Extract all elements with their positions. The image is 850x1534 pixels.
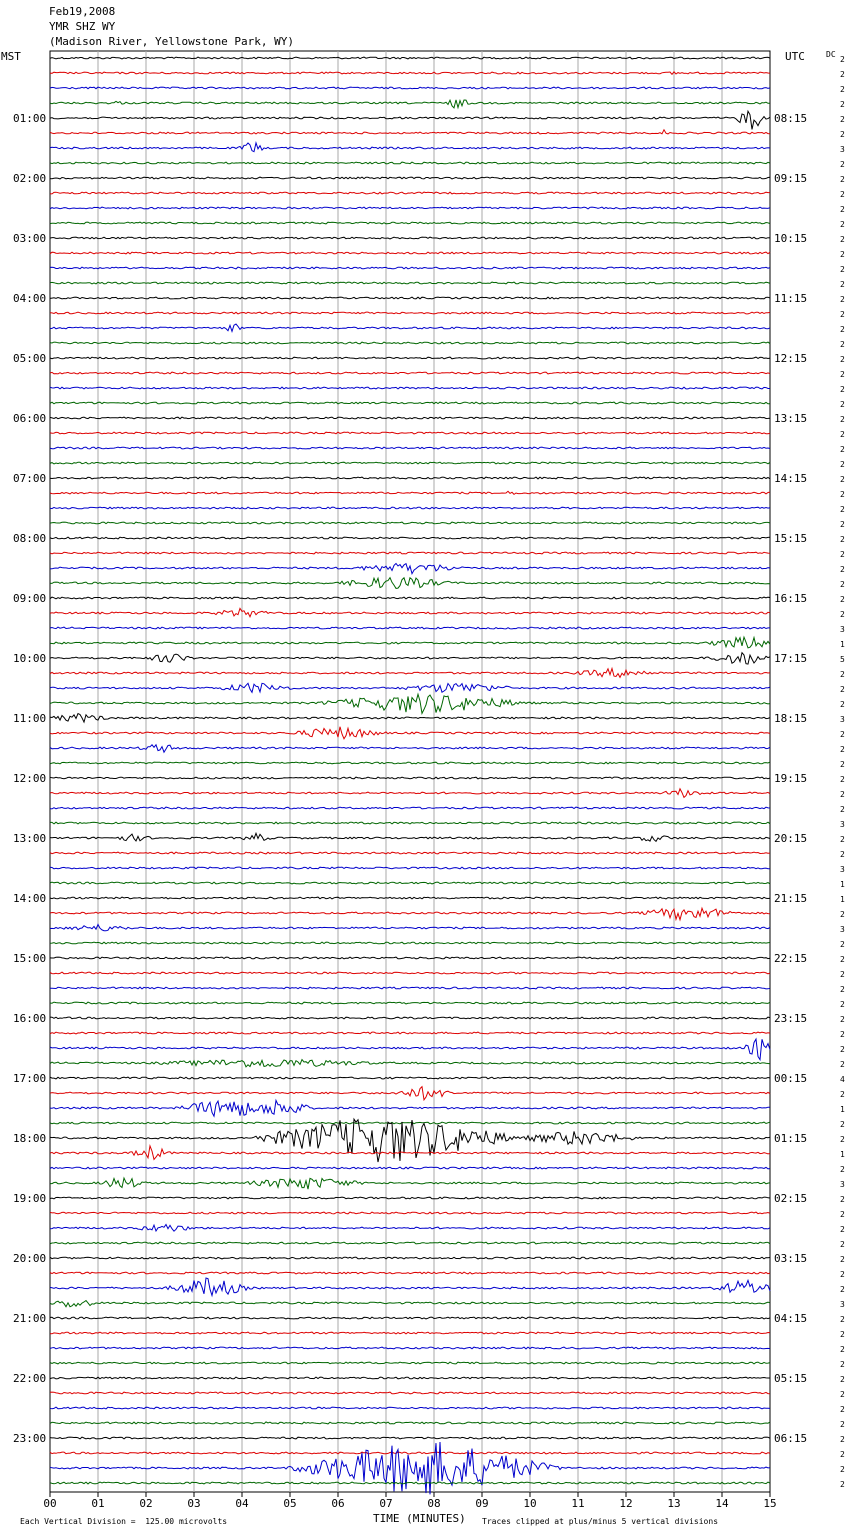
- seismic-trace-17: [50, 297, 770, 299]
- seismic-trace-59: [50, 924, 770, 930]
- utc-hour-label: 11:15: [774, 292, 808, 305]
- seismic-trace-43: [50, 683, 770, 692]
- dc-value: 2: [840, 1210, 845, 1219]
- dc-value: 2: [840, 565, 845, 574]
- dc-value: 2: [840, 850, 845, 859]
- dc-value: 2: [840, 280, 845, 289]
- dc-value: 2: [840, 340, 845, 349]
- seismic-trace-60: [50, 942, 770, 944]
- dc-value: 2: [840, 1225, 845, 1234]
- seismic-trace-48: [50, 762, 770, 764]
- dc-value: 3: [840, 925, 845, 934]
- seismic-trace-18: [50, 312, 770, 314]
- utc-hour-label: 13:15: [774, 412, 808, 425]
- mst-hour-label: 01:00: [13, 112, 47, 125]
- dc-value: 2: [840, 115, 845, 124]
- left-timezone-label: MST: [1, 50, 21, 63]
- dc-value: 2: [840, 505, 845, 514]
- dc-value: 2: [840, 430, 845, 439]
- dc-value: 2: [840, 700, 845, 709]
- seismic-trace-66: [50, 1032, 770, 1034]
- dc-value: 1: [840, 640, 845, 649]
- dc-value: 2: [840, 910, 845, 919]
- dc-value: 2: [840, 175, 845, 184]
- seismic-trace-8: [50, 162, 770, 164]
- dc-value: 3: [840, 715, 845, 724]
- dc-value: 2: [840, 805, 845, 814]
- seismic-trace-41: [50, 653, 770, 664]
- dc-value: 2: [840, 475, 845, 484]
- seismic-trace-95: [50, 1442, 770, 1494]
- seismic-trace-39: [50, 627, 770, 629]
- dc-value: 2: [840, 355, 845, 364]
- dc-value: 2: [840, 790, 845, 799]
- mst-hour-label: 04:00: [13, 292, 47, 305]
- utc-hour-label: 03:15: [774, 1252, 808, 1265]
- seismic-trace-85: [50, 1317, 770, 1319]
- dc-value: 2: [840, 295, 845, 304]
- seismic-trace-81: [50, 1257, 770, 1259]
- seismic-trace-64: [50, 1002, 770, 1004]
- dc-value: 2: [840, 70, 845, 79]
- dc-value: 2: [840, 1135, 845, 1144]
- x-tick-label: 05: [283, 1497, 297, 1510]
- dc-value: 2: [840, 1435, 845, 1444]
- seismic-trace-51: [50, 807, 770, 809]
- x-tick-label: 06: [331, 1497, 345, 1510]
- dc-value: 2: [840, 940, 845, 949]
- dc-value: 2: [840, 745, 845, 754]
- seismic-trace-7: [50, 143, 770, 152]
- dc-value: 2: [840, 55, 845, 64]
- dc-value: 2: [840, 1330, 845, 1339]
- dc-value: 4: [840, 1075, 845, 1084]
- seismic-trace-34: [50, 552, 770, 554]
- seismic-trace-86: [50, 1332, 770, 1334]
- seismic-trace-49: [50, 777, 770, 779]
- seismic-trace-16: [50, 282, 770, 284]
- seismic-trace-26: [50, 432, 770, 434]
- seismic-trace-25: [50, 417, 770, 419]
- utc-hour-label: 05:15: [774, 1372, 808, 1385]
- dc-value: 2: [840, 1390, 845, 1399]
- dc-value: 2: [840, 460, 845, 469]
- dc-value: 2: [840, 385, 845, 394]
- seismic-trace-58: [50, 908, 770, 920]
- dc-value: 2: [840, 580, 845, 589]
- dc-value: 2: [840, 1270, 845, 1279]
- utc-hour-label: 15:15: [774, 532, 808, 545]
- seismic-trace-53: [50, 833, 770, 841]
- seismic-trace-74: [50, 1146, 770, 1160]
- seismic-trace-87: [50, 1347, 770, 1349]
- seismic-trace-33: [50, 537, 770, 539]
- mst-hour-label: 12:00: [13, 772, 47, 785]
- seismic-trace-55: [50, 867, 770, 869]
- seismic-trace-20: [50, 342, 770, 344]
- dc-value: 2: [840, 1315, 845, 1324]
- mst-hour-label: 05:00: [13, 352, 47, 365]
- x-tick-label: 01: [91, 1497, 105, 1510]
- seismic-trace-13: [50, 237, 770, 239]
- seismic-trace-57: [50, 897, 770, 899]
- dc-value: 2: [840, 1345, 845, 1354]
- dc-column-label: DC: [826, 50, 836, 59]
- x-tick-label: 03: [187, 1497, 201, 1510]
- utc-hour-label: 16:15: [774, 592, 808, 605]
- dc-value: 2: [840, 1120, 845, 1129]
- utc-hour-label: 12:15: [774, 352, 808, 365]
- mst-hour-label: 10:00: [13, 652, 47, 665]
- utc-hour-label: 06:15: [774, 1432, 808, 1445]
- seismic-trace-65: [50, 1017, 770, 1019]
- seismic-trace-30: [50, 491, 770, 494]
- seismic-trace-73: [50, 1119, 770, 1162]
- seismic-trace-40: [50, 637, 770, 648]
- mst-hour-label: 02:00: [13, 172, 47, 185]
- dc-value: 1: [840, 895, 845, 904]
- x-tick-label: 12: [619, 1497, 633, 1510]
- seismic-trace-5: [50, 111, 770, 129]
- dc-value: 2: [840, 970, 845, 979]
- mst-hour-label: 13:00: [13, 832, 47, 845]
- seismic-trace-80: [50, 1242, 770, 1244]
- seismic-trace-24: [50, 402, 770, 404]
- dc-value: 2: [840, 415, 845, 424]
- dc-value: 2: [840, 535, 845, 544]
- x-tick-label: 07: [379, 1497, 393, 1510]
- right-timezone-label: UTC: [785, 50, 805, 63]
- seismic-trace-44: [50, 694, 770, 713]
- seismic-trace-54: [50, 852, 770, 854]
- mst-hour-label: 16:00: [13, 1012, 47, 1025]
- seismic-trace-68: [50, 1060, 770, 1067]
- mst-hour-label: 06:00: [13, 412, 47, 425]
- dc-value: 2: [840, 220, 845, 229]
- dc-value: 2: [840, 205, 845, 214]
- x-tick-label: 02: [139, 1497, 153, 1510]
- x-tick-label: 10: [523, 1497, 537, 1510]
- scale-note: Each Vertical Division = 125.00 microvolts: [20, 1517, 228, 1526]
- dc-value: 1: [840, 1105, 845, 1114]
- seismic-trace-70: [50, 1087, 770, 1100]
- dc-value: 1: [840, 1150, 845, 1159]
- seismic-trace-89: [50, 1377, 770, 1379]
- x-tick-label: 14: [715, 1497, 729, 1510]
- dc-value: 2: [840, 835, 845, 844]
- mst-hour-label: 19:00: [13, 1192, 47, 1205]
- dc-value: 2: [840, 1000, 845, 1009]
- plot-date: Feb19,2008: [49, 5, 116, 18]
- mst-hour-label: 08:00: [13, 532, 47, 545]
- station-location: (Madison River, Yellowstone Park, WY): [49, 35, 295, 48]
- dc-value: 2: [840, 520, 845, 529]
- dc-value: 3: [840, 145, 845, 154]
- seismic-trace-47: [50, 745, 770, 752]
- mst-hour-label: 09:00: [13, 592, 47, 605]
- dc-value: 3: [840, 1180, 845, 1189]
- dc-value: 2: [840, 1450, 845, 1459]
- dc-value: 2: [840, 670, 845, 679]
- utc-hour-label: 19:15: [774, 772, 808, 785]
- mst-hour-label: 20:00: [13, 1252, 47, 1265]
- seismic-trace-61: [50, 957, 770, 959]
- seismic-trace-11: [50, 207, 770, 209]
- utc-hour-label: 04:15: [774, 1312, 808, 1325]
- mst-hour-label: 18:00: [13, 1132, 47, 1145]
- utc-hour-label: 14:15: [774, 472, 808, 485]
- dc-value: 5: [840, 655, 845, 664]
- dc-value: 2: [840, 1045, 845, 1054]
- dc-value: 2: [840, 1240, 845, 1249]
- dc-value: 2: [840, 1465, 845, 1474]
- x-tick-label: 00: [43, 1497, 57, 1510]
- seismic-trace-29: [50, 477, 770, 479]
- seismic-trace-77: [50, 1197, 770, 1199]
- seismic-trace-56: [50, 882, 770, 884]
- dc-value: 2: [840, 1255, 845, 1264]
- dc-value: 2: [840, 85, 845, 94]
- seismic-trace-45: [50, 714, 770, 723]
- dc-value: 2: [840, 370, 845, 379]
- seismic-trace-50: [50, 789, 770, 798]
- mst-hour-label: 23:00: [13, 1432, 47, 1445]
- seismic-trace-79: [50, 1225, 770, 1232]
- x-tick-label: 09: [475, 1497, 489, 1510]
- seismic-trace-46: [50, 727, 770, 739]
- dc-value: 1: [840, 880, 845, 889]
- seismic-trace-37: [50, 597, 770, 599]
- mst-hour-label: 03:00: [13, 232, 47, 245]
- seismic-trace-3: [50, 87, 770, 89]
- station-name: YMR SHZ WY: [49, 20, 116, 33]
- dc-value: 3: [840, 865, 845, 874]
- utc-hour-label: 00:15: [774, 1072, 808, 1085]
- utc-hour-label: 08:15: [774, 112, 808, 125]
- dc-value: 2: [840, 955, 845, 964]
- seismic-trace-38: [50, 608, 770, 616]
- seismic-trace-32: [50, 522, 770, 524]
- seismic-trace-92: [50, 1422, 770, 1424]
- seismic-trace-72: [50, 1122, 770, 1124]
- seismic-trace-22: [50, 372, 770, 374]
- mst-hour-label: 11:00: [13, 712, 47, 725]
- dc-value: 2: [840, 1030, 845, 1039]
- x-tick-label: 11: [571, 1497, 585, 1510]
- seismic-trace-14: [50, 252, 770, 254]
- mst-hour-label: 07:00: [13, 472, 47, 485]
- dc-value: 2: [840, 1195, 845, 1204]
- seismic-trace-76: [50, 1178, 770, 1189]
- seismic-trace-75: [50, 1167, 770, 1169]
- dc-value: 2: [840, 985, 845, 994]
- utc-hour-label: 09:15: [774, 172, 808, 185]
- clip-note: Traces clipped at plus/minus 5 vertical divisions: [482, 1517, 719, 1526]
- x-axis-title: TIME (MINUTES): [373, 1512, 466, 1525]
- seismic-trace-83: [50, 1278, 770, 1296]
- seismic-trace-63: [50, 987, 770, 989]
- dc-value: 2: [840, 1480, 845, 1489]
- seismic-trace-6: [50, 130, 770, 134]
- utc-hour-label: 17:15: [774, 652, 808, 665]
- dc-value: 2: [840, 1420, 845, 1429]
- seismic-trace-21: [50, 357, 770, 359]
- seismic-trace-82: [50, 1272, 770, 1274]
- dc-value: 2: [840, 100, 845, 109]
- mst-hour-label: 22:00: [13, 1372, 47, 1385]
- utc-hour-label: 22:15: [774, 952, 808, 965]
- seismic-trace-35: [50, 564, 770, 574]
- dc-value: 2: [840, 1375, 845, 1384]
- seismic-trace-42: [50, 669, 770, 678]
- x-tick-label: 13: [667, 1497, 681, 1510]
- dc-value: 2: [840, 1165, 845, 1174]
- seismic-trace-23: [50, 387, 770, 389]
- seismic-trace-93: [50, 1437, 770, 1439]
- utc-hour-label: 01:15: [774, 1132, 808, 1145]
- seismic-trace-1: [50, 57, 770, 59]
- seismic-trace-90: [50, 1392, 770, 1394]
- dc-value: 2: [840, 1090, 845, 1099]
- dc-value: 2: [840, 265, 845, 274]
- dc-value: 2: [840, 1405, 845, 1414]
- x-tick-label: 08: [427, 1497, 441, 1510]
- seismic-trace-9: [50, 177, 770, 179]
- dc-value: 2: [840, 1015, 845, 1024]
- seismic-trace-91: [50, 1407, 770, 1409]
- seismic-trace-4: [50, 100, 770, 108]
- dc-value: 2: [840, 775, 845, 784]
- dc-value: 2: [840, 235, 845, 244]
- mst-hour-label: 17:00: [13, 1072, 47, 1085]
- dc-value: 2: [840, 685, 845, 694]
- seismic-trace-19: [50, 324, 770, 331]
- seismic-trace-15: [50, 267, 770, 269]
- seismic-trace-62: [50, 972, 770, 974]
- dc-value: 2: [840, 400, 845, 409]
- seismic-trace-52: [50, 822, 770, 824]
- seismic-trace-31: [50, 507, 770, 509]
- x-tick-label: 15: [763, 1497, 777, 1510]
- dc-value: 2: [840, 610, 845, 619]
- seismic-trace-28: [50, 462, 770, 464]
- dc-value: 2: [840, 730, 845, 739]
- seismic-trace-67: [50, 1039, 770, 1060]
- utc-hour-label: 20:15: [774, 832, 808, 845]
- dc-value: 2: [840, 445, 845, 454]
- seismic-trace-88: [50, 1362, 770, 1364]
- dc-value: 2: [840, 190, 845, 199]
- dc-value: 2: [840, 130, 845, 139]
- seismic-trace-36: [50, 578, 770, 589]
- mst-hour-label: 15:00: [13, 952, 47, 965]
- x-tick-label: 04: [235, 1497, 249, 1510]
- mst-hour-label: 14:00: [13, 892, 47, 905]
- seismic-trace-71: [50, 1100, 770, 1116]
- utc-hour-label: 10:15: [774, 232, 808, 245]
- dc-value: 2: [840, 550, 845, 559]
- utc-hour-label: 21:15: [774, 892, 808, 905]
- seismic-trace-10: [50, 192, 770, 194]
- dc-value: 2: [840, 1285, 845, 1294]
- mst-hour-label: 21:00: [13, 1312, 47, 1325]
- dc-value: 3: [840, 625, 845, 634]
- dc-value: 2: [840, 310, 845, 319]
- seismic-trace-27: [50, 447, 770, 449]
- dc-value: 2: [840, 1360, 845, 1369]
- dc-value: 3: [840, 1300, 845, 1309]
- seismic-trace-96: [50, 1482, 770, 1484]
- dc-value: 2: [840, 160, 845, 169]
- dc-value: 2: [840, 760, 845, 769]
- utc-hour-label: 23:15: [774, 1012, 808, 1025]
- seismic-trace-94: [50, 1452, 770, 1454]
- dc-value: 2: [840, 250, 845, 259]
- dc-value: 2: [840, 325, 845, 334]
- dc-value: 2: [840, 595, 845, 604]
- seismic-trace-84: [50, 1301, 770, 1307]
- utc-hour-label: 02:15: [774, 1192, 808, 1205]
- seismic-trace-2: [50, 72, 770, 75]
- dc-value: 3: [840, 820, 845, 829]
- seismic-trace-69: [50, 1077, 770, 1079]
- utc-hour-label: 18:15: [774, 712, 808, 725]
- dc-value: 2: [840, 490, 845, 499]
- seismic-trace-78: [50, 1212, 770, 1214]
- seismic-trace-12: [50, 222, 770, 224]
- dc-value: 2: [840, 1060, 845, 1069]
